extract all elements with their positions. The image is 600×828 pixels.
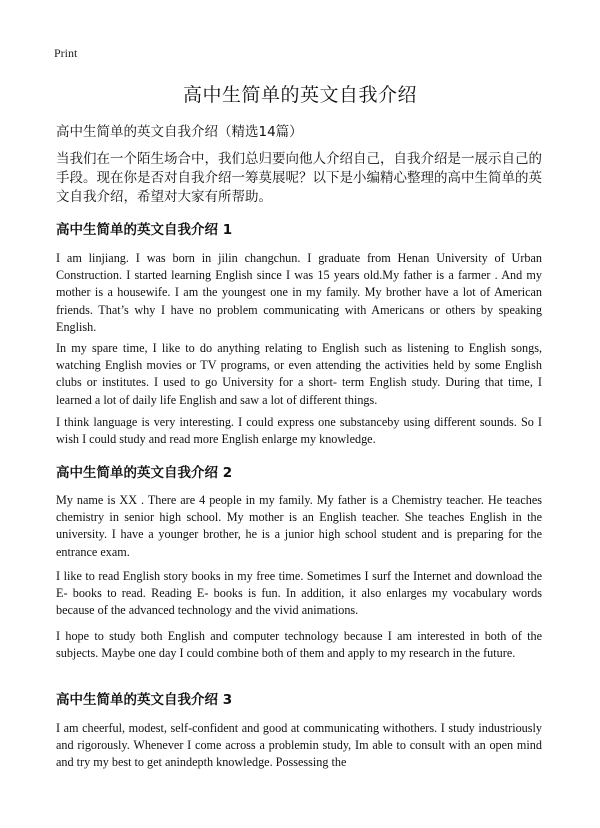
- section-paragraph: I like to read English story books in my free time. Sometimes I surf the Internet and download the E- books to read. Reading E- books is fun. In addition, it also enlarges my vocabulary words because of the advanced technology and the vivid animations.: [56, 569, 542, 618]
- section-paragraph: My name is XX . There are 4 people in my family. My father is a Chemistry teacher. He teaches chemistry in senior high school. My mother is an English teacher. She teaches English in the university. I have a younger brother, he is a junior high school student and is preparing for the entrance exam.: [56, 493, 542, 559]
- document-subtitle: 高中生简单的英文自我介绍（精选14篇）: [56, 124, 303, 140]
- section-paragraph: I am cheerful, modest, self-confident and good at communicating withothers. I study industriously and rigorously. Whenever I come across a problemin study, Im able to consult with an open mind and try my best to get anindepth knowledge. Possessing the: [56, 721, 542, 770]
- section-paragraph: In my spare time, I like to do anything relating to English such as listening to English songs, watching English movies or TV programs, or even attending the activities held by some English clubs or institutes. I used to go University for a short- term English study. During that time, I learned a lot of daily life English and saw a lot of different things.: [56, 341, 542, 407]
- section-paragraph: I hope to study both English and computer technology because I am interested in both of the subjects. Maybe one day I could combine both of them and apply to my research in the future.: [56, 629, 542, 661]
- section-heading: 高中生简单的英文自我介绍 2: [56, 465, 233, 481]
- intro-paragraph: 当我们在一个陌生场合中，我们总归要向他人介绍自己，自我介绍是一展示自己的手段。现在你是否对自我介绍一筹莫展呢？以下是小编精心整理的高中生简单的英文自我介绍，希望对大家有所帮助。: [56, 151, 542, 205]
- page-title: 高中生简单的英文自我介绍: [182, 84, 417, 106]
- section-paragraph: I think language is very interesting. I could express one substanceby using different sounds. So I wish I could study and read more English enlarge my knowledge.: [56, 415, 542, 447]
- section-paragraph: I am linjiang. I was born in jilin changchun. I graduate from Henan University of Urban Construction. I started learning English since I was 15 years old.My father is a farmer . And my mother is a housewife. I am the youngest one in my family. My brother have a lot of American friends. That’s why I have no problem communicating with Americans or others by speaking English.: [56, 251, 542, 334]
- section-heading: 高中生简单的英文自我介绍 1: [56, 222, 233, 238]
- print-link[interactable]: Print: [54, 46, 78, 60]
- section-heading: 高中生简单的英文自我介绍 3: [56, 692, 233, 708]
